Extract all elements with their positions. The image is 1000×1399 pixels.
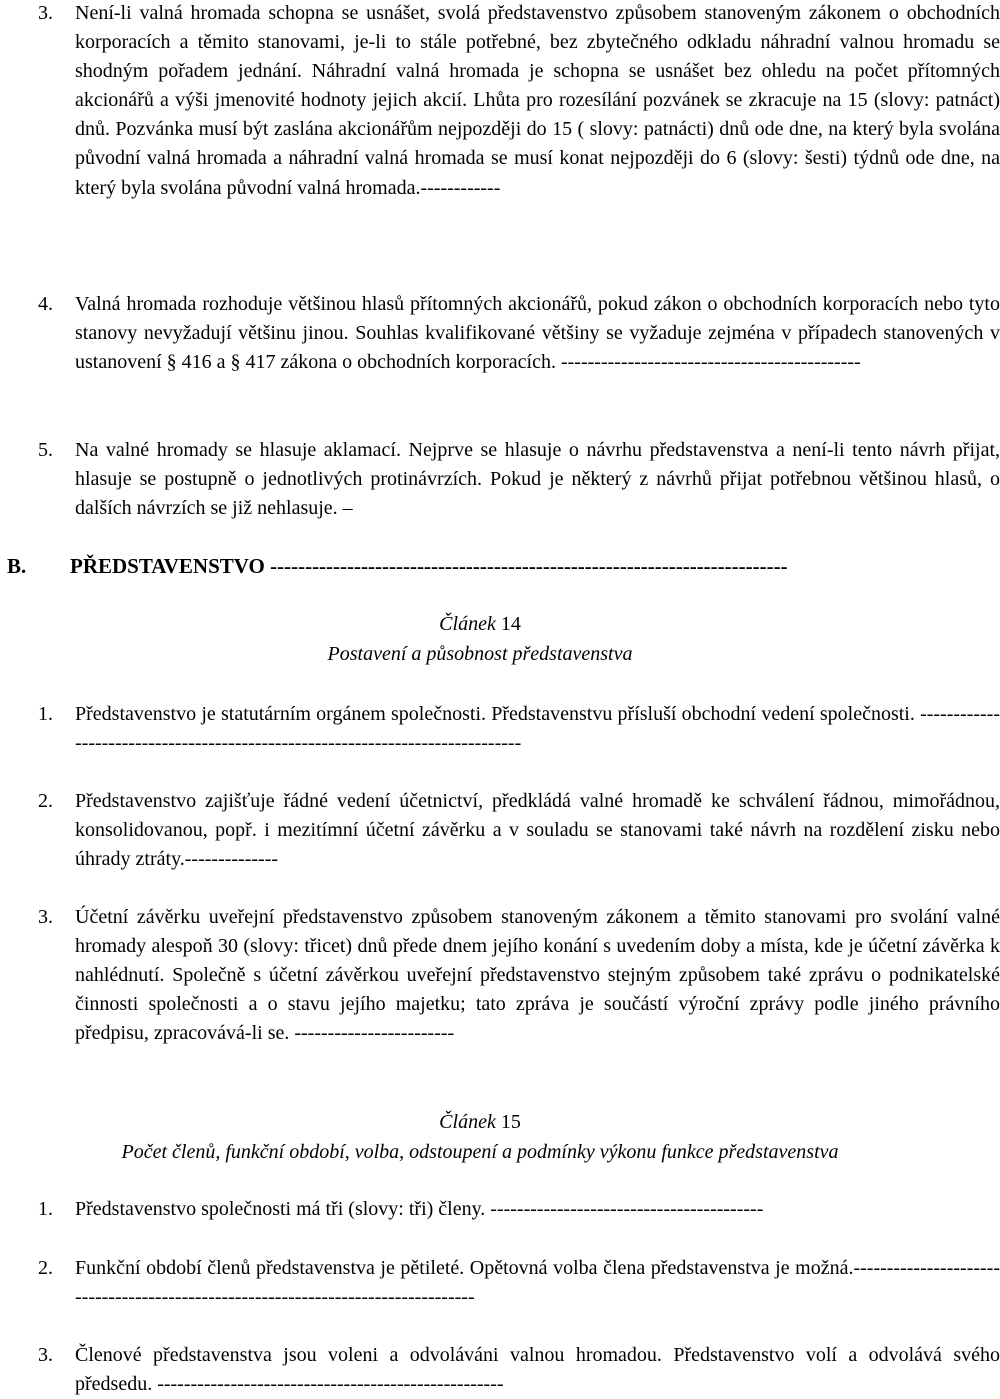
item-text: Představenstvo je statutárním orgánem společnosti. Představenstvu přísluší obchodní vedení společnosti. ------------------------------------------------------------------------------- xyxy=(75,703,1000,755)
article-label: Článek xyxy=(439,613,496,635)
paragraph-item xyxy=(38,1195,1000,1224)
section-heading xyxy=(7,551,960,581)
paragraph-item xyxy=(38,787,1000,874)
paragraph-item xyxy=(38,290,1000,377)
article-number: 15 xyxy=(500,1111,521,1133)
item-number: 1. xyxy=(38,703,53,725)
item-text: Není-li valná hromada schopna se usnášet, svolá představenstvo způsobem stanoveným zákonem o obchodních korporacích a těmito stanovami, je-li to stále potřebné, bez zbytečného odkladu náhradní valnou hromadu se shodným pořadem jednání. Náhradní valná hromada je schopna se usnášet bez ohledu na počet přítomných akcionářů a výši jmenovité hodnoty jejich akcií. Lhůta pro rozesílání pozvánek se zkracuje na 15 (slovy: patnáct) dnů. Pozvánka musí být zaslána akcionářům nejpozději do 15 ( slovy: patnácti) dnů ode dne, na který byla svolána původní valná hromada a náhradní valná hromada se musí konat nejpozději do 6 (slovy: šesti) týdnů ode dne, na který byla svolána původní valná hromada.------------ xyxy=(75,2,1000,199)
item-number: 3. xyxy=(38,906,53,928)
item-text: Představenstvo společnosti má tři (slovy: tři) členy. ----------------------------------------- xyxy=(75,1198,764,1220)
item-text: Valná hromada rozhoduje většinou hlasů přítomných akcionářů, pokud zákon o obchodních korporacích nebo tyto stanovy nevyžadují většinu jinou. Souhlas kvalifikované většiny se vyžaduje zejména v případech stanovených v ustanovení § 416 a § 417 zákona o obchodních korporacích. --------------------------------------------- xyxy=(75,293,1000,374)
article-label-line xyxy=(0,1107,960,1137)
paragraph-item xyxy=(38,700,1000,758)
item-text: Funkční období členů představenstva je pětileté. Opětovná volba člena představenstva je možná.---------------------------------------------------------------------------------- xyxy=(75,1257,1000,1309)
item-number: 5. xyxy=(38,439,53,461)
article-number: 14 xyxy=(500,613,521,635)
item-number: 4. xyxy=(38,293,53,315)
section-title: PŘEDSTAVENSTVO -------------------------------------------------------------------------- xyxy=(70,554,788,578)
item-text: Členové představenstva jsou voleni a odvoláváni valnou hromadou. Představenstvo volí a odvolává svého předsedu. ---------------------------------------------------- xyxy=(75,1344,1000,1396)
paragraph-item xyxy=(38,903,1000,1048)
article-title: Počet členů, funkční období, volba, odstoupení a podmínky výkonu funkce představenstva xyxy=(121,1141,839,1163)
paragraph-item xyxy=(38,1341,1000,1399)
item-text: Představenstvo zajišťuje řádné vedení účetnictví, předkládá valné hromadě ke schválení řádnou, mimořádnou, konsolidovanou, popř. i mezitímní účetní závěrku a v souladu se stanovami také návrh na rozdělení zisku nebo úhrady ztráty.-------------- xyxy=(75,790,1000,871)
item-number: 2. xyxy=(38,1257,53,1279)
article-label-line xyxy=(0,609,960,639)
section-letter: B. xyxy=(7,554,27,578)
item-text: Na valné hromady se hlasuje aklamací. Nejprve se hlasuje o návrhu představenstva a není-li tento návrh přijat, hlasuje se postupně o jednotlivých protinávrzích. Pokud je některý z návrhů přijat potřebnou většinou hlasů, o dalších návrzích se již nehlasuje. – xyxy=(75,439,1000,520)
article-title: Postavení a působnost představenstva xyxy=(327,643,633,665)
paragraph-item xyxy=(38,1254,1000,1312)
item-number: 3. xyxy=(38,1344,53,1366)
paragraph-item xyxy=(38,0,1000,203)
item-number: 3. xyxy=(38,2,53,24)
item-text: Účetní závěrku uveřejní představenstvo způsobem stanoveným zákonem a těmito stanovami pro svolání valné hromady alespoň 30 (slovy: třicet) dnů přede dnem jejího konání s uvedením doby a místa, kde je účetní závěrka k nahlédnutí. Společně s účetní závěrkou uveřejní představenstvo stejným způsobem také zprávu o podnikatelské činnosti společnosti a o stavu jejího majetku; tato zpráva je součástí výroční zprávy podle jiného právního předpisu, zpracovává-li se. ------------------------ xyxy=(75,906,1000,1045)
article-heading xyxy=(0,609,960,669)
article-heading xyxy=(0,1107,960,1167)
item-number: 1. xyxy=(38,1198,53,1220)
article-label: Článek xyxy=(439,1111,496,1133)
item-number: 2. xyxy=(38,790,53,812)
paragraph-item xyxy=(38,436,1000,523)
